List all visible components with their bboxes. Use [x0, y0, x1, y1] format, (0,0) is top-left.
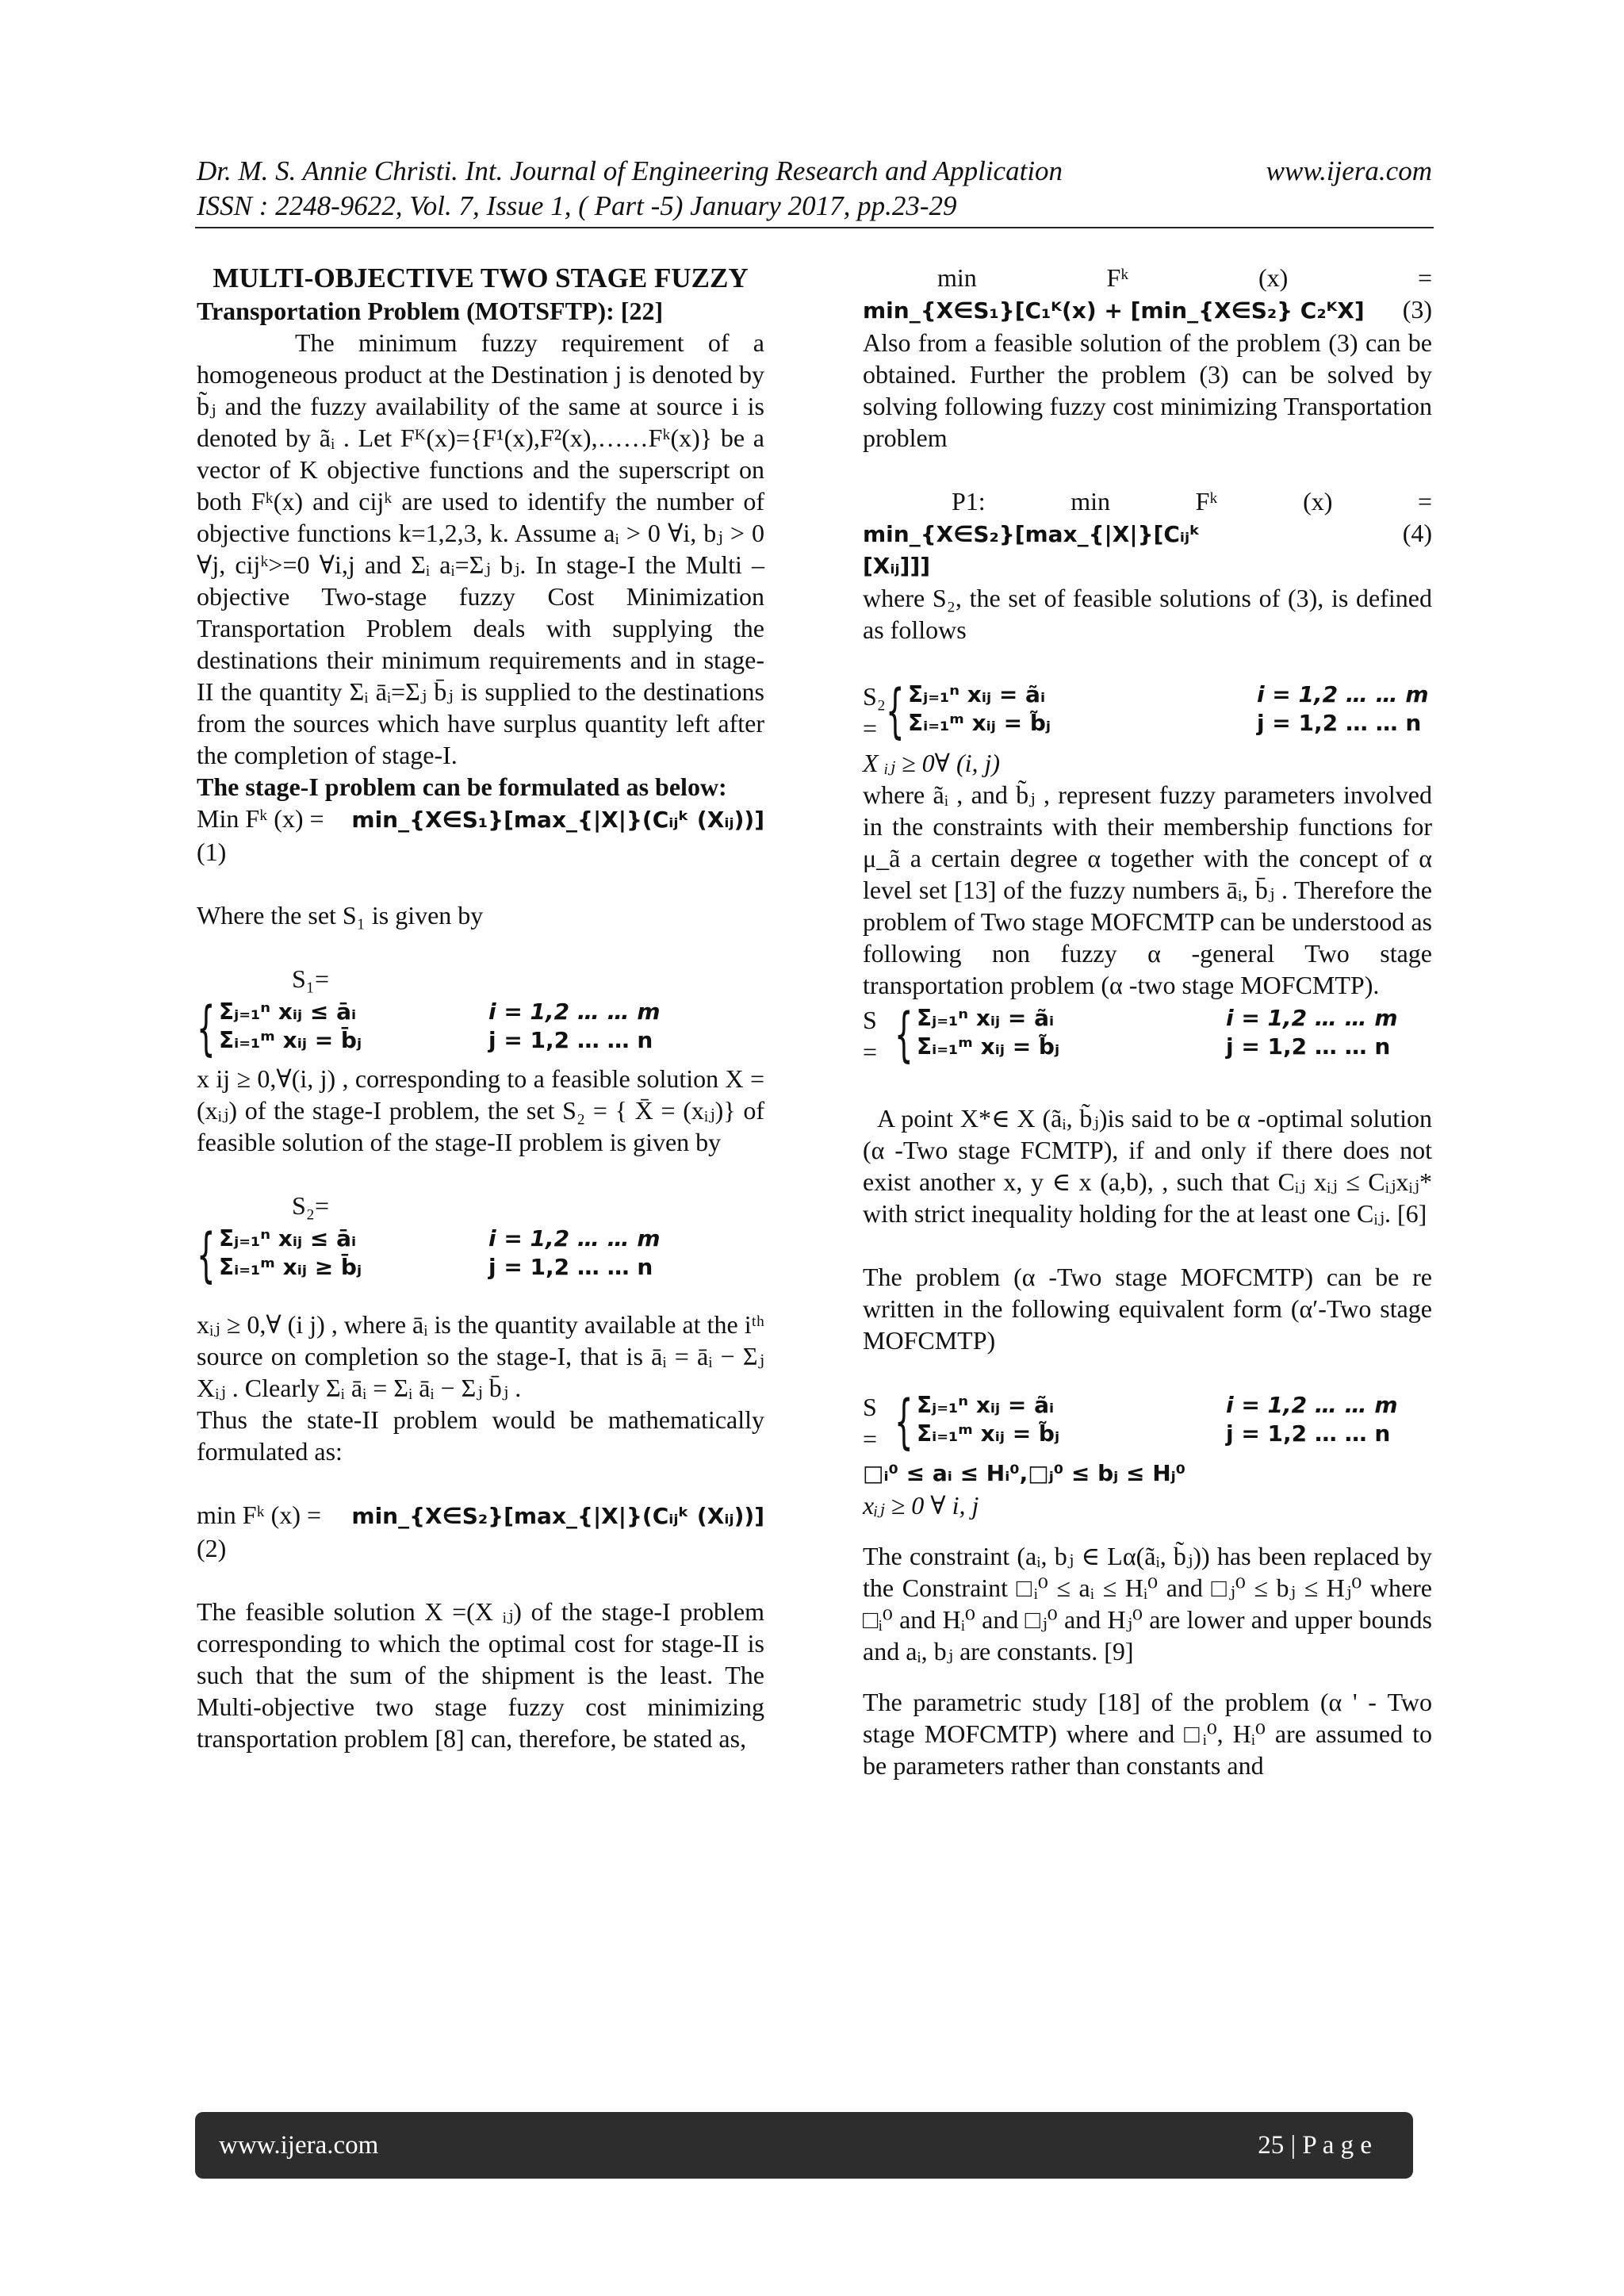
bounds-line: □ᵢ⁰ ≤ aᵢ ≤ Hᵢ⁰,□ⱼ⁰ ≤ bⱼ ≤ Hⱼ⁰: [863, 1460, 1186, 1486]
header-journal-citation: Dr. M. S. Annie Christi. Int. Journal of Engineering Research and Application: [197, 155, 1063, 186]
eq1-lhs: Min Fᵏ (x) =: [197, 804, 324, 833]
nonnegativity-line: X ᵢⱼ ≥ 0∀ (i, j): [863, 749, 1001, 777]
left-brace-icon: {: [197, 995, 216, 1063]
eq3-rhs: min_{X∈S₁}[C₁ᴷ(x) + [min_{X∈S₂} C₂ᴷX]: [863, 297, 1365, 324]
s-alpha-prime-constraint-system: [863, 1388, 1432, 1456]
s3-row1-rhs: i = 1,2 … … m: [1226, 1392, 1398, 1418]
stage1-heading: The stage-I problem can be formulated as below:: [197, 772, 727, 801]
s2f-row1-rhs: i = 1,2 … … m: [1256, 681, 1429, 707]
s2-fuzzy-constraint-system: [863, 677, 1432, 746]
header-line-1: [197, 154, 1434, 189]
s1-row2-rhs: j = 1,2 … … n: [488, 1027, 653, 1053]
section-subtitle: Transportation Problem (MOTSFTP): [22]: [197, 297, 664, 325]
alpha-optimal-paragraph: A point X*∈ X (ãᵢ, b̃ⱼ)is said to be α -optimal solution (α -Two stage FCMTP), if and only if there does not exist another x, y ∈ x (a,b), , such that Cᵢⱼ xᵢⱼ ≤ Cᵢⱼxᵢⱼ* with strict inequality holding for the at least one Cᵢⱼ. [6]: [863, 1104, 1433, 1228]
s2-row1-lhs: Σⱼ₌₁ⁿ xᵢⱼ ≤ āᵢ: [219, 1225, 357, 1251]
sa-row2-rhs: j = 1,2 … … n: [1226, 1033, 1391, 1060]
s2-label: S₂=: [292, 1191, 329, 1220]
mofcmtp-statement-paragraph: The feasible solution X =(X ᵢⱼ) of the stage-I problem corresponding to which the optimal cost for stage-II is such that the sum of the shipment is the least. The Multi-objective two stage fuzzy cost minimizing transportation problem [8] can, therefore, be stated as,: [197, 1597, 764, 1753]
header-site: www.ijera.com: [1266, 155, 1432, 186]
equation-4: [863, 517, 1432, 582]
footer-page-number: 25 | P a g e: [1258, 2131, 1372, 2160]
s-alpha-constraint-system: [863, 1001, 1432, 1069]
s-alpha-label: S =: [863, 1006, 878, 1066]
eq3-number: (3): [1402, 295, 1432, 324]
sa-row1-lhs: Σⱼ₌₁ⁿ xᵢⱼ = ãᵢ: [917, 1005, 1055, 1031]
eq4-rhs: min_{X∈S₂}[max_{|X|}[Cᵢⱼᵏ [Xᵢⱼ]]]: [863, 521, 1201, 579]
s1-row2-lhs: Σᵢ₌₁ᵐ xᵢⱼ = b̄ⱼ: [219, 1027, 362, 1053]
left-column: [197, 262, 764, 1754]
feasible-solution-paragraph: x ij ≥ 0,∀(i, j) , corresponding to a feasible solution X = (xᵢⱼ) of the stage-I problem, the set S₂ = { X̄ = (xᵢⱼ)} of feasible solution of the stage-II problem is given by: [197, 1064, 764, 1156]
eq4-lhs: P1: min Fᵏ (x) =: [952, 487, 1432, 516]
s1-constraint-system: [197, 995, 764, 1063]
s2f-row2-rhs: j = 1,2 … … n: [1256, 710, 1422, 736]
s1-row1-rhs: i = 1,2 … … m: [488, 999, 661, 1025]
s2-fuzzy-label: S₂ =: [863, 682, 886, 742]
stage2-availability-paragraph: xᵢⱼ ≥ 0,∀ (i j) , where āᵢ is the quantity available at the iᵗʰ source on completion so the stage-I, that is āᵢ = āᵢ − Σⱼ Xᵢⱼ . Clearly Σᵢ āᵢ = Σᵢ āᵢ − Σⱼ b̄ⱼ .: [197, 1310, 764, 1402]
s-alpha-prime-label: S =: [863, 1393, 878, 1453]
where-s1-text: Where the set S₁ is given by: [197, 901, 484, 930]
feasible-solution-3-paragraph: Also from a feasible solution of the problem (3) can be obtained. Further the problem (3) can be solved by solving following fuzzy cost minimizing Transportation problem: [863, 328, 1432, 452]
left-brace-icon: {: [197, 1221, 216, 1290]
equation-1: [197, 803, 764, 836]
s2f-row2-lhs: Σᵢ₌₁ᵐ xᵢⱼ = b̃ⱼ: [907, 710, 1051, 736]
s1-label: S₁=: [292, 964, 329, 993]
sa-row1-rhs: i = 1,2 … … m: [1226, 1005, 1398, 1031]
left-brace-icon: {: [885, 677, 905, 746]
eq1-number: (1): [197, 838, 227, 866]
equation-2: [197, 1499, 764, 1532]
s2-row2-lhs: Σᵢ₌₁ᵐ xᵢⱼ ≥ b̄ⱼ: [219, 1254, 362, 1280]
eq2-number: (2): [197, 1534, 227, 1562]
eq2-lhs: min Fᵏ (x) =: [197, 1501, 322, 1529]
eq2-rhs: min_{X∈S₂}[max_{|X|}(Cᵢⱼᵏ (Xᵢⱼ))]: [351, 1503, 764, 1529]
s1-row1-lhs: Σⱼ₌₁ⁿ xᵢⱼ ≤ āᵢ: [219, 999, 357, 1025]
left-brace-icon: {: [894, 1001, 914, 1069]
footer-site: www.ijera.com: [219, 2131, 379, 2160]
s2-row2-rhs: j = 1,2 … … n: [488, 1254, 653, 1280]
page-footer: [195, 2112, 1413, 2179]
right-column: [863, 262, 1432, 1781]
sa-row2-lhs: Σᵢ₌₁ᵐ xᵢⱼ = b̃ⱼ: [917, 1033, 1060, 1060]
eq3-lhs: min Fᵏ (x) =: [937, 263, 1432, 292]
stage2-formulation-paragraph: Thus the state-II problem would be mathematically formulated as:: [197, 1405, 764, 1466]
s3-row2-lhs: Σᵢ₌₁ᵐ xᵢⱼ = b̃ⱼ: [917, 1420, 1060, 1447]
header-rule: [195, 227, 1434, 228]
left-brace-icon: {: [894, 1388, 914, 1456]
s3-row1-lhs: Σⱼ₌₁ⁿ xᵢⱼ = ãᵢ: [917, 1392, 1055, 1418]
eq1-rhs: min_{X∈S₁}[max_{|X|}(Cᵢⱼᵏ (Xᵢⱼ))]: [351, 807, 764, 833]
s2-row1-rhs: i = 1,2 … … m: [488, 1225, 661, 1251]
header-line-2: ISSN : 2248-9622, Vol. 7, Issue 1, ( Part -5) January 2017, pp.23-29: [197, 190, 957, 221]
parametric-study-paragraph: The parametric study [18] of the problem (α ' - Two stage MOFCMTP) where and □ᵢ⁰, Hᵢ⁰ are assumed to be parameters rather than constants and: [863, 1688, 1432, 1780]
equation-3: [863, 293, 1432, 327]
section-title: MULTI-OBJECTIVE TWO STAGE FUZZY: [213, 263, 749, 293]
eq4-number: (4): [1402, 519, 1432, 547]
s2-constraint-system: [197, 1221, 764, 1290]
intro-paragraph: The minimum fuzzy requirement of a homogeneous product at the Destination j is denoted by b̃ⱼ and the fuzzy availability of the same at source i is denoted by ãᵢ . Let Fᴷ(x)={F¹(x),F²(x),……Fᵏ(x)} be a vector of K objective functions and the superscript on both Fᵏ(x) and cijᵏ are used to identify the number of objective functions k=1,2,3, k. Assume aᵢ > 0 ∀i, bⱼ > 0 ∀j, cijᵏ>=0 ∀i,j and Σᵢ aᵢ=Σⱼ bⱼ. In stage-I the Multi –objective Two-stage fuzzy Cost Minimization Transportation Problem deals with supplying the destinations their minimum requirements and in stage-II the quantity Σᵢ āᵢ=Σⱼ b̄ⱼ is supplied to the destinations from the sources which have surplus quantity left after the completion of stage-I.: [197, 328, 764, 769]
s2-definition-paragraph: where S₂, the set of feasible solutions of (3), is defined as follows: [863, 584, 1432, 644]
s3-row2-rhs: j = 1,2 … … n: [1226, 1420, 1391, 1447]
fuzzy-parameters-paragraph: where ãᵢ , and b̃ⱼ , represent fuzzy parameters involved in the constraints with their membership functions for μ_ã a certain degree α together with the concept of α level set [13] of the fuzzy numbers āᵢ, b̄ⱼ . Therefore the problem of Two stage MOFCMTP can be understood as following non fuzzy α -general Two stage transportation problem (α -two stage MOFCMTP).: [863, 780, 1432, 999]
rewrite-paragraph: The problem (α -Two stage MOFCMTP) can be re written in the following equivalent form (α′-Two stage MOFCMTP): [863, 1263, 1432, 1355]
s2f-row1-lhs: Σⱼ₌₁ⁿ xᵢⱼ = ãᵢ: [907, 681, 1046, 707]
nonnegativity-line-2: xᵢⱼ ≥ 0 ∀ i, j: [863, 1491, 979, 1520]
constraint-replacement-paragraph: The constraint (aᵢ, bⱼ ∈ Lα(ãᵢ, b̃ⱼ)) has been replaced by the Constraint □ᵢ⁰ ≤ aᵢ ≤ Hᵢ⁰ and □ⱼ⁰ ≤ bⱼ ≤ Hⱼ⁰ where □ᵢ⁰ and Hᵢ⁰ and □ⱼ⁰ and Hⱼ⁰ are lower and upper bounds and aᵢ, bⱼ are constants. [9]: [863, 1542, 1433, 1665]
